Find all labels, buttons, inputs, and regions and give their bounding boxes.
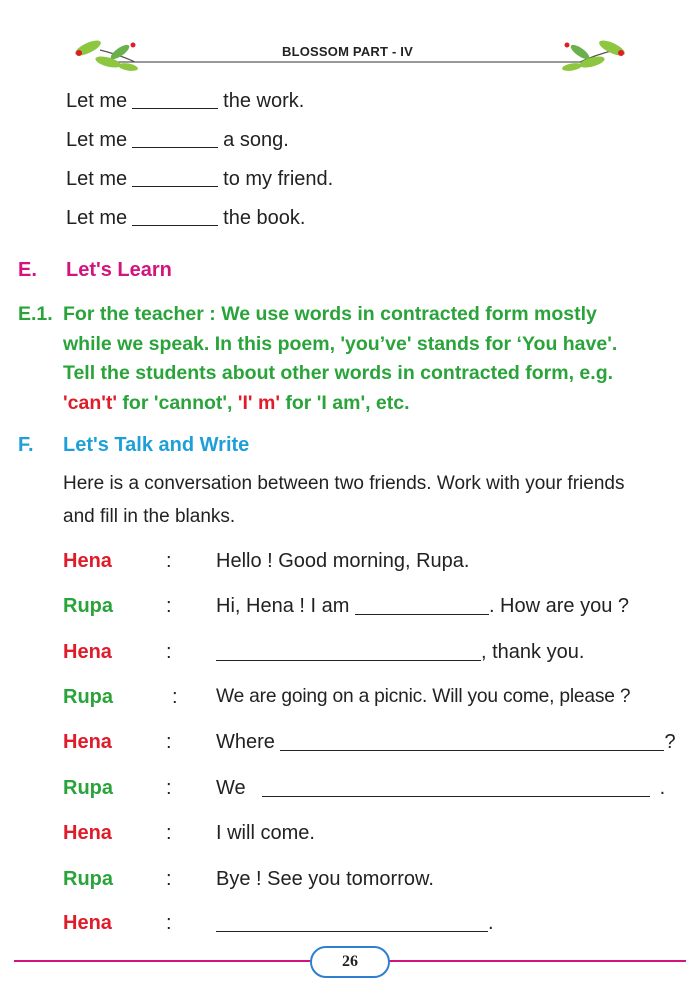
- answer-blank[interactable]: [355, 614, 489, 615]
- let-me-line: [66, 168, 333, 191]
- teacher-note-line: while we speak. In this poem, 'you’ve' stands for ‘You have'.: [63, 332, 618, 355]
- let-me-line: [66, 90, 304, 113]
- dialogue-line: [216, 595, 629, 618]
- intro-line: and fill in the blanks.: [63, 506, 236, 527]
- page-number: 26: [310, 946, 390, 978]
- colon: :: [166, 777, 172, 799]
- let-me-prefix: Let me: [66, 207, 128, 229]
- teacher-note: [63, 300, 683, 418]
- example-text: for 'I am', etc.: [279, 391, 410, 414]
- dialogue-text: . How are you ?: [488, 595, 630, 617]
- dialogue-text: I will come.: [216, 822, 315, 844]
- dialogue-text: .: [488, 912, 494, 934]
- teacher-note-line: [63, 389, 683, 419]
- let-me-suffix: to my friend.: [223, 168, 334, 190]
- dialogue-line: [216, 686, 630, 708]
- header-ornament: [0, 0, 700, 80]
- dialogue-text: We: [216, 777, 246, 799]
- answer-blank[interactable]: [216, 931, 488, 932]
- answer-blank[interactable]: [132, 108, 218, 109]
- section-f-intro: [63, 467, 688, 533]
- dialogue-line: [216, 550, 469, 573]
- speaker-name: Hena: [63, 822, 112, 844]
- example-contraction: 'I' m': [237, 391, 280, 414]
- intro-line: Here is a conversation between two friends. Work with your friends: [63, 473, 625, 494]
- right-leaf-icon: [562, 38, 627, 73]
- dialogue-text: Hello ! Good morning, Rupa.: [216, 550, 470, 572]
- colon: :: [166, 868, 172, 890]
- colon: :: [166, 595, 172, 617]
- dialogue-line: [216, 822, 315, 845]
- example-contraction: 'can't': [63, 391, 118, 414]
- section-e-letter: E.: [18, 259, 37, 281]
- answer-blank[interactable]: [132, 147, 218, 148]
- colon: :: [172, 686, 178, 708]
- teacher-note-line: For the teacher : We use words in contracted form mostly: [63, 303, 597, 325]
- let-me-line: [66, 129, 289, 152]
- dialogue-text: Hi, Hena ! I am: [216, 595, 355, 617]
- answer-blank[interactable]: [262, 796, 650, 797]
- dialogue-text: Bye ! See you tomorrow.: [216, 868, 434, 890]
- colon: :: [166, 822, 172, 844]
- answer-blank[interactable]: [132, 186, 218, 187]
- let-me-prefix: Let me: [66, 129, 128, 151]
- dialogue-line: [216, 731, 676, 754]
- dialogue-line: [216, 912, 494, 935]
- let-me-suffix: the book.: [223, 207, 306, 229]
- answer-blank[interactable]: [216, 660, 481, 661]
- speaker-name: Rupa: [63, 686, 113, 708]
- let-me-suffix: a song.: [223, 129, 289, 151]
- let-me-suffix: the work.: [223, 90, 305, 112]
- dialogue-line: [216, 777, 665, 800]
- dialogue-text: We are going on a picnic. Will you come, please ?: [216, 686, 631, 707]
- colon: :: [166, 550, 172, 572]
- speaker-name: Rupa: [63, 868, 113, 890]
- speaker-name: Rupa: [63, 777, 113, 799]
- answer-blank[interactable]: [280, 750, 664, 751]
- speaker-name: Hena: [63, 641, 112, 663]
- section-f-letter: F.: [18, 434, 34, 456]
- speaker-name: Hena: [63, 731, 112, 753]
- let-me-line: [66, 207, 305, 230]
- dialogue-line: [216, 868, 434, 891]
- section-e1-number: E.1.: [18, 303, 53, 325]
- section-e-title: Let's Learn: [66, 259, 172, 281]
- colon: :: [166, 731, 172, 753]
- speaker-name: Hena: [63, 550, 112, 572]
- dialogue-text: ?: [664, 731, 676, 753]
- let-me-prefix: Let me: [66, 168, 128, 190]
- header-title: BLOSSOM PART - IV: [282, 44, 413, 59]
- colon: :: [166, 641, 172, 663]
- example-text: for 'cannot',: [117, 391, 238, 414]
- speaker-name: Rupa: [63, 595, 113, 617]
- dialogue-line: [216, 641, 584, 664]
- let-me-prefix: Let me: [66, 90, 128, 112]
- speaker-name: Hena: [63, 912, 112, 934]
- left-leaf-icon: [73, 38, 138, 73]
- colon: :: [166, 912, 172, 934]
- teacher-note-line: Tell the students about other words in contracted form, e.g.: [63, 362, 614, 384]
- dialogue-text: Where: [216, 731, 281, 753]
- dialogue-text: .: [659, 777, 666, 799]
- answer-blank[interactable]: [132, 225, 218, 226]
- dialogue-text: , thank you.: [481, 641, 585, 663]
- section-f-title: Let's Talk and Write: [63, 434, 250, 456]
